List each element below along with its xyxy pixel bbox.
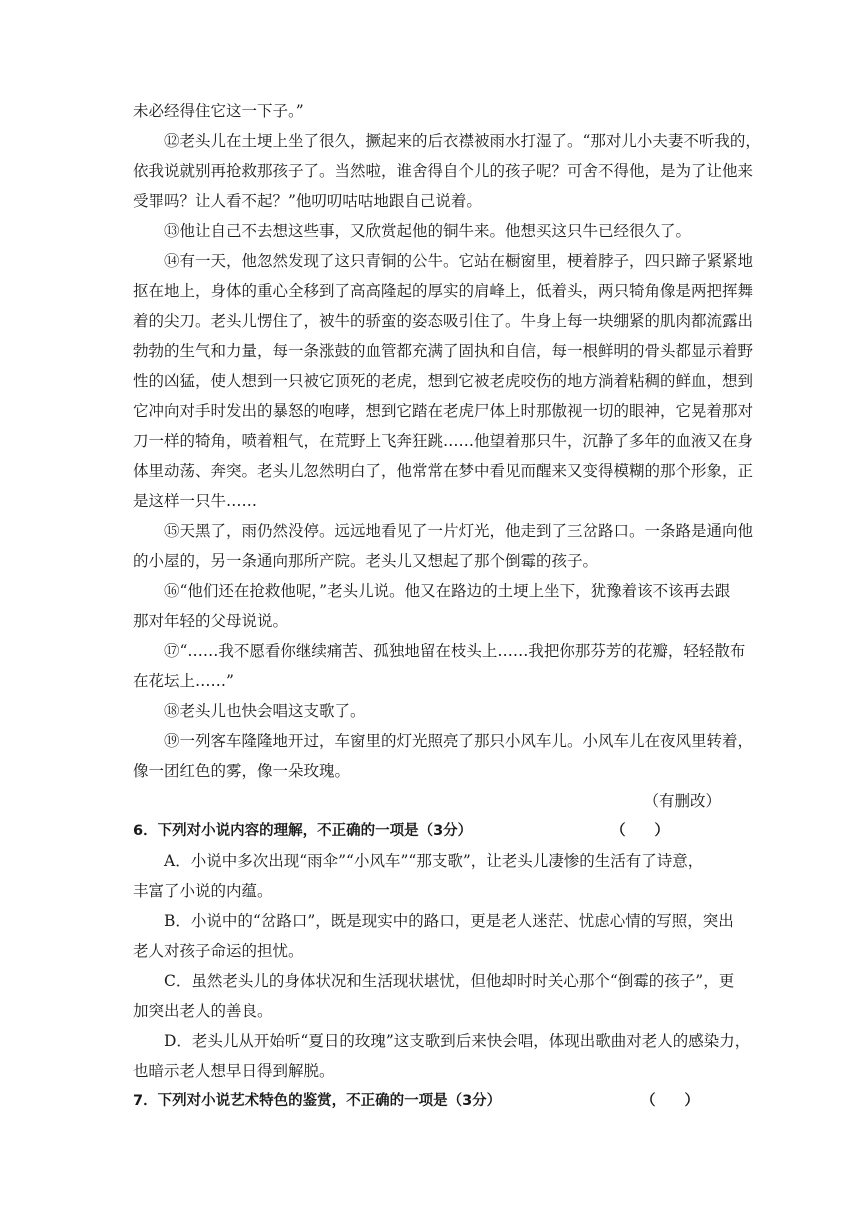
option-line: 老人对孩子命运的担忧。 (133, 942, 304, 960)
paragraph-16 (133, 576, 729, 636)
text-line: 是这样一只牛…… (133, 492, 258, 510)
option-line: D．老头儿从开始听“夏日的玫瑰”这支歌到后来快会唱，体现出歌曲对老人的感染力， (164, 1032, 751, 1050)
text-line: 像一团红色的雾，像一朵玫瑰。 (133, 762, 351, 780)
option-line: C．虽然老头儿的身体状况和生活现状堪忧，但他却时时关心那个“倒霉的孩子”，更 (164, 972, 735, 990)
question-6-answer-blank: （ ） (611, 823, 669, 839)
text-line: 刀一样的犄角，喷着粗气，在荒野上飞奔狂跳……他望着那只牛，沉静了多年的血液又在身 (133, 432, 754, 450)
text-line: 勃勃的生气和力量，每一条涨鼓的血管都充满了固执和自信，每一根鲜明的骨头都显示着野 (133, 342, 754, 360)
text-line: 抠在地上，身体的重心全移到了高高隆起的厚实的肩峰上，低着头，两只犄角像是两把挥舞 (133, 282, 754, 300)
source-note: （有删改） (643, 792, 721, 810)
question-6-text: 6．下列对小说内容的理解，不正确的一项是（3分） (133, 823, 473, 839)
text-line: ⑬他让自己不去想这些事，又欣赏起他的铜牛来。他想买这只牛已经很久了。 (164, 222, 692, 240)
text-line: 受罪吗？让人看不起？”他叨叨咕咕地跟自己说着。 (133, 192, 482, 210)
text-line: 的小屋的，另一条通向那所产院。老头儿又想起了那个倒霉的孩子。 (133, 552, 599, 570)
question-7-stem (133, 1086, 729, 1116)
question-6-option-c (133, 966, 735, 1026)
document-page (133, 96, 761, 1116)
option-line: 丰富了小说的内蕴。 (133, 882, 273, 900)
text-line: 依我说就别再抢救那孩子了。当然啦，谁舍得自个儿的孩子呢？可舍不得他，是为了让他来 (133, 162, 754, 180)
text-line: ⑭有一天，他忽然发现了这只青铜的公牛。它站在橱窗里，梗着脖子，四只蹄子紧紧地 (164, 252, 754, 270)
text-line: 性的凶猛，使人想到一只被它顶死的老虎，想到它被老虎咬伤的地方淌着粘稠的鲜血，想到 (133, 372, 754, 390)
question-7-text: 7．下列对小说艺术特色的鉴赏，不正确的一项是（3分） (133, 1093, 502, 1109)
text-line: ⑯“他们还在抢救他呢，”老头儿说。他又在路边的土埂上坐下，犹豫着该不该再去跟 (164, 582, 731, 600)
text-line: 它冲向对手时发出的暴怒的咆哮，想到它踏在老虎尸体上时那傲视一切的眼神，它晃着那对 (133, 402, 754, 420)
text-line: 着的尖刀。老头儿愣住了，被牛的骄蛮的姿态吸引住了。牛身上每一块绷紧的肌肉都流露出 (133, 312, 754, 330)
paragraph-14 (133, 246, 754, 516)
paragraph-19 (133, 726, 754, 786)
option-line: B．小说中的“岔路口”，既是现实中的路口，更是老人迷茫、忧虑心情的写照，突出 (164, 912, 734, 930)
text-line: 体里动荡、奔突。老头儿忽然明白了，他常常在梦中看见而醒来又变得模糊的那个形象，正 (133, 462, 754, 480)
question-7-answer-blank: （ ） (641, 1093, 699, 1109)
question-6-option-a (133, 846, 729, 906)
option-line: 加突出老人的善良。 (133, 1002, 273, 1020)
paragraph-18 (133, 696, 729, 726)
question-6-option-b (133, 906, 734, 966)
option-line: A．小说中多次出现“雨伞”“小风车”“那支歌”，让老头儿凄惨的生活有了诗意， (164, 852, 704, 870)
paragraph-17 (133, 636, 746, 696)
paragraph-continuation (133, 96, 729, 126)
question-6-option-d (133, 1026, 751, 1086)
text-line: ⑮天黑了，雨仍然没停。远远地看见了一片灯光，他走到了三岔路口。一条路是通向他 (164, 522, 754, 540)
text-line: ⑰“……我不愿看你继续痛苦、孤独地留在枝头上……我把你那芬芳的花瓣，轻轻散布 (164, 642, 746, 660)
text-line: 在花坛上……” (133, 672, 234, 690)
text-line: 未必经得住它这一下子。” (133, 102, 304, 120)
paragraph-13 (133, 216, 729, 246)
text-line: ⑫老头儿在土埂上坐了很久，撅起来的后衣襟被雨水打湿了。“那对儿小夫妻不听我的， (164, 132, 761, 150)
option-line: 也暗示老人想早日得到解脱。 (133, 1062, 335, 1080)
question-6-stem (133, 816, 729, 846)
text-line: ⑱老头儿也快会唱这支歌了。 (164, 702, 366, 720)
text-line: 那对年轻的父母说说。 (133, 612, 289, 630)
text-line: ⑲一列客车隆隆地开过，车窗里的灯光照亮了那只小风车儿。小风车儿在夜风里转着， (164, 732, 754, 750)
paragraph-15 (133, 516, 754, 576)
paragraph-12 (133, 126, 761, 216)
